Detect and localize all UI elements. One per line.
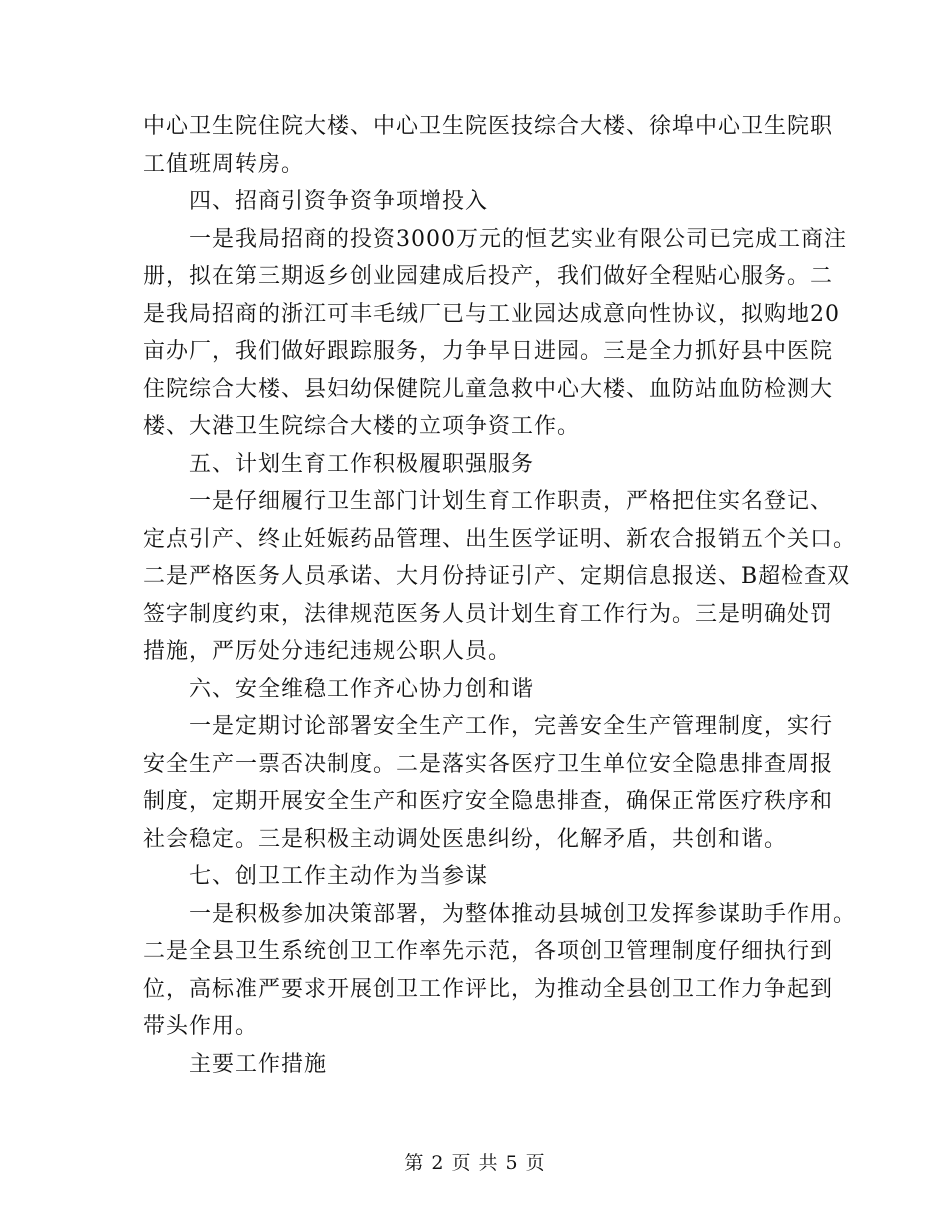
- text-line: 定点引产、终止妊娠药品管理、出生医学证明、新农合报销五个关口。: [143, 526, 857, 552]
- text-line: 签字制度约束，法律规范医务人员计划生育工作行为。三是明确处罚: [143, 601, 834, 627]
- text-line: 四、招商引资争资争项增投入: [189, 189, 489, 214]
- text-line: 中心卫生院住院大楼、中心卫生院医技综合大楼、徐埠中心卫生院职: [143, 114, 834, 139]
- text-line: 带头作用。: [143, 1014, 259, 1039]
- page-number-footer: 第 2 页 共 5 页: [404, 1152, 546, 1174]
- text-line: 住院综合大楼、县妇幼保健院儿童急救中心大楼、血防站血防检测大: [143, 376, 834, 402]
- text-line: 位，高标准严要求开展创卫工作评比，为推动全县创卫工作力争起到: [143, 976, 834, 1002]
- text-line: 社会稳定。三是积极主动调处医患纠纷，化解矛盾，共创和谐。: [143, 826, 788, 852]
- text-line: 七、创卫工作主动作为当参谋: [189, 864, 489, 889]
- text-line: 册，拟在第三期返乡创业园建成后投产，我们做好全程贴心服务。二: [143, 264, 834, 289]
- text-line: 工值班周转房。: [143, 151, 305, 177]
- text-line: 主要工作措施: [189, 1051, 328, 1077]
- text-line: 是我局招商的浙江可丰毛绒厂已与工业园达成意向性协议，拟购地20: [143, 301, 840, 327]
- text-line: 五、计划生育工作积极履职强服务: [189, 451, 535, 477]
- document-body: [143, 108, 857, 1083]
- text-line: 安全生产一票否决制度。二是落实各医疗卫生单位安全隐患排查周报: [143, 751, 834, 777]
- text-line: 六、安全维稳工作齐心协力创和谐: [189, 676, 535, 702]
- text-line: 一是定期讨论部署安全生产工作，完善安全生产管理制度，实行: [189, 714, 834, 739]
- text-line: 措施，严厉处分违纪违规公职人员。: [143, 639, 512, 664]
- text-line: 二是严格医务人员承诺、大月份持证引产、定期信息报送、B超检查双: [143, 564, 851, 589]
- text-line: 一是积极参加决策部署，为整体推动县城创卫发挥参谋助手作用。: [189, 901, 857, 927]
- text-line: 一是我局招商的投资3000万元的恒艺实业有限公司已完成工商注: [189, 226, 847, 252]
- text-line: 制度，定期开展安全生产和医疗安全隐患排查，确保正常医疗秩序和: [143, 789, 834, 814]
- text-line: 二是全县卫生系统创卫工作率先示范，各项创卫管理制度仔细执行到: [143, 939, 834, 964]
- text-line: 一是仔细履行卫生部门计划生育工作职责，严格把住实名登记、: [189, 489, 834, 514]
- text-line: 亩办厂，我们做好跟踪服务，力争早日进园。三是全力抓好县中医院: [143, 339, 834, 364]
- text-line: 楼、大港卫生院综合大楼的立项争资工作。: [143, 414, 581, 439]
